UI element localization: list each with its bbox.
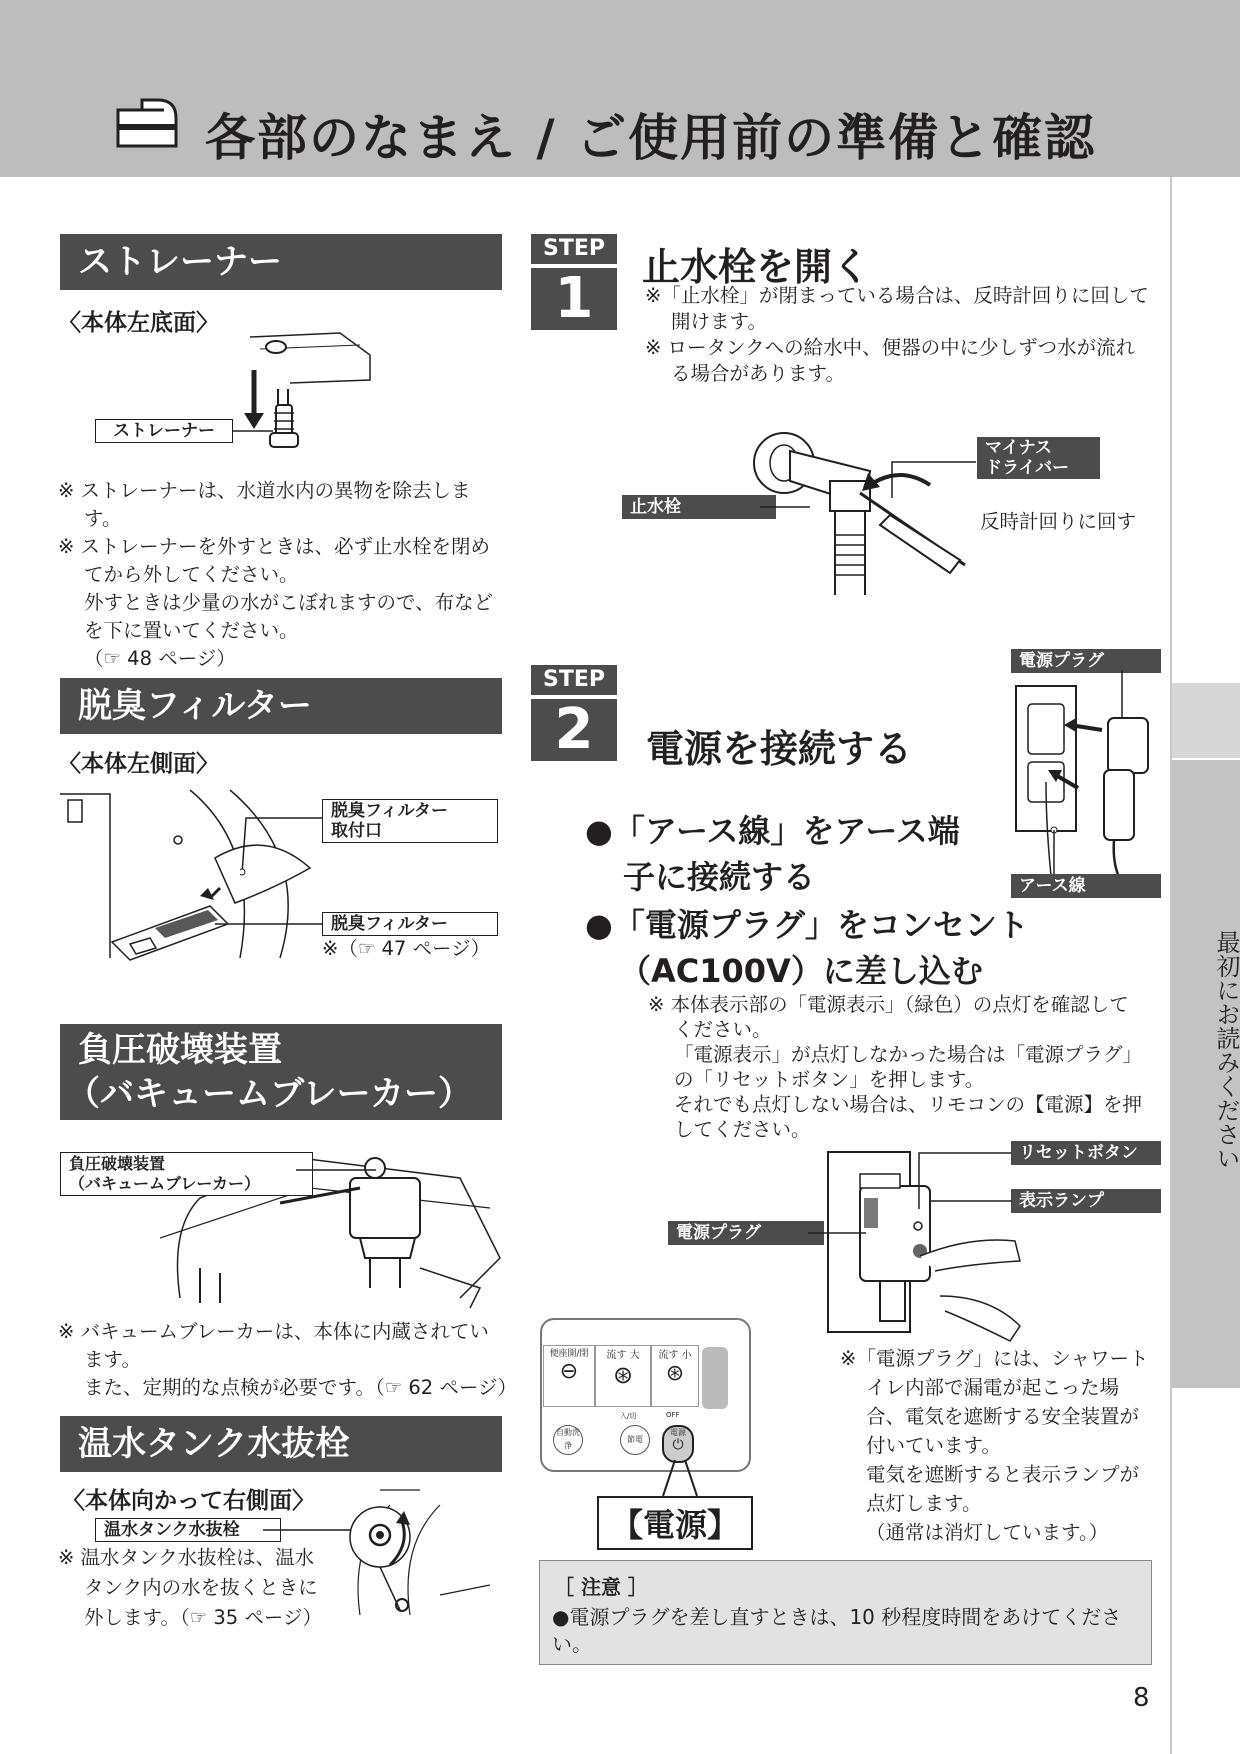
leader-line bbox=[808, 1231, 866, 1235]
caution-title: ［ 注意 ］ bbox=[554, 1575, 648, 1599]
leader-line bbox=[930, 1199, 1012, 1203]
lamp-label: 表示ランプ bbox=[1011, 1189, 1161, 1213]
page-number: 8 bbox=[1133, 1683, 1150, 1713]
leader-line bbox=[655, 1458, 705, 1498]
power-off-label: OFF bbox=[666, 1411, 680, 1419]
drain-plug-illustration bbox=[340, 1485, 500, 1620]
caution-text: ●電源プラグを差し直すときは、10 秒程度時間をあけてください。 bbox=[552, 1605, 1122, 1656]
deodorant-filter-label: 脱臭フィルター bbox=[322, 912, 498, 936]
leader-line bbox=[890, 460, 978, 500]
leader-line bbox=[240, 816, 324, 876]
power-save-button[interactable]: 節電 bbox=[620, 1425, 650, 1455]
reset-button-label: リセットボタン bbox=[1011, 1141, 1161, 1165]
deodorant-subtitle: 〈本体左側面〉 bbox=[58, 751, 219, 777]
earth-label: アース線 bbox=[1011, 874, 1161, 898]
vacuum-label: 負圧破壊装置 （バキュームブレーカー） bbox=[60, 1152, 313, 1196]
deodorant-illustration bbox=[60, 788, 330, 968]
deodorant-inlet-label: 脱臭フィルター 取付口 bbox=[322, 799, 498, 843]
leader-line bbox=[215, 922, 323, 926]
step2-tag: STEP bbox=[531, 665, 617, 695]
drain-subtitle: 〈本体向かって右側面〉 bbox=[62, 1488, 315, 1514]
strainer-notes: ※ ストレーナーは、水道水内の異物を除去します。 ※ ストレーナーを外すときは、必ず止水栓を閉めてから外してください。 外すときは少量の水がこぼれますので、布などを下に置いてください。 （☞ 48 ページ） bbox=[58, 479, 494, 670]
step1-title: 止水栓を開く bbox=[642, 245, 871, 289]
auto-flush-button[interactable]: 自動洗浄 bbox=[553, 1425, 583, 1455]
valve-label: 止水栓 bbox=[622, 495, 776, 519]
leader-line bbox=[760, 505, 810, 509]
seat-open-button[interactable]: 便座開/閉 ⊖ bbox=[543, 1345, 595, 1407]
section-title-strainer: ストレーナー bbox=[60, 234, 502, 290]
sidebar-tab-label: 最初にお読みください bbox=[1212, 930, 1240, 1170]
outlet-illustration bbox=[1012, 670, 1162, 885]
step1-tag: STEP bbox=[531, 234, 617, 264]
sidebar-block bbox=[1172, 683, 1240, 758]
section-title-deodorant: 脱臭フィルター bbox=[60, 678, 502, 734]
flush-small-button[interactable]: 流す 小 ⊛ bbox=[651, 1345, 699, 1407]
swirl-icon: ⊛ bbox=[665, 1361, 685, 1386]
leader-line bbox=[296, 1168, 376, 1172]
page-title: 各部のなまえ / ご使用前の準備と確認 bbox=[205, 109, 1097, 167]
swirl-icon: ⊛ bbox=[612, 1361, 634, 1389]
drain-label: 温水タンク水抜栓 bbox=[95, 1518, 281, 1542]
step1-notes: ※「止水栓」が閉まっている場合は、反時計回りに回して開けます。 ※ ロータンクへの給水中、便器の中に少しずつ水が流れる場合があります。 bbox=[645, 284, 1149, 385]
section-title-vacuum: 負圧破壊装置 （バキュームブレーカー） bbox=[60, 1024, 502, 1120]
strainer-illustration bbox=[230, 325, 380, 465]
plug-label: 電源プラグ bbox=[668, 1221, 824, 1245]
valve-illustration bbox=[750, 425, 970, 595]
strainer-label: ストレーナー bbox=[95, 419, 233, 443]
plug-notes: ※「電源プラグ」には、シャワートイレ内部で漏電が起こった場合、電気を遮断する安全装置が付いています。 電気を遮断すると表示ランプが点灯します。 （通常は消灯しています。） bbox=[840, 1347, 1149, 1544]
leader-line bbox=[233, 429, 273, 433]
step1-number: 1 bbox=[531, 268, 617, 330]
flush-large-button[interactable]: 流す 大 ⊛ bbox=[595, 1345, 651, 1407]
strainer-subtitle: 〈本体左底面〉 bbox=[58, 310, 219, 336]
drain-notes: ※ 温水タンク水抜栓は、温水 タンク内の水を抜くときに 外します。（☞ 35 ページ） bbox=[58, 1546, 322, 1629]
plug-top-label: 電源プラグ bbox=[1011, 649, 1161, 673]
remote-display bbox=[702, 1347, 728, 1409]
vacuum-notes: ※ バキュームブレーカーは、本体に内蔵されています。 また、定期的な点検が必要です。（☞ 62 ページ） bbox=[58, 1320, 517, 1399]
remote-power-label: 【電源】 bbox=[597, 1496, 753, 1550]
step2-number: 2 bbox=[531, 699, 617, 761]
caution-box bbox=[539, 1560, 1152, 1665]
rotate-label: 反時計回りに回す bbox=[980, 510, 1137, 533]
step2-bullet-2: ●「電源プラグ」をコンセント （AC100V）に差し込む bbox=[585, 906, 1029, 990]
step2-bullet-1: ●「アース線」をアース端 子に接続する bbox=[585, 812, 960, 896]
deodorant-ref: ※（☞ 47 ページ） bbox=[322, 937, 491, 960]
step2-title: 電源を接続する bbox=[646, 727, 913, 771]
toilet-icon bbox=[112, 88, 184, 154]
power-icon: ⏻ bbox=[672, 1437, 684, 1453]
power-button[interactable]: 電源 ⏻ bbox=[662, 1425, 694, 1463]
driver-label: マイナス ドライバー bbox=[977, 437, 1100, 479]
power-save-toggle-label: 入/切 bbox=[620, 1412, 637, 1420]
section-title-drain: 温水タンク水抜栓 bbox=[60, 1416, 502, 1472]
leader-line bbox=[1052, 830, 1056, 875]
step2-notes: ※ 本体表示部の「電源表示」（緑色）の点灯を確認してください。 「電源表示」が点灯しなかった場合は「電源プラグ」の「リセットボタン」を押します。 それでも点灯しない場合は、リモコンの【電源】を押してください。 bbox=[648, 993, 1143, 1141]
